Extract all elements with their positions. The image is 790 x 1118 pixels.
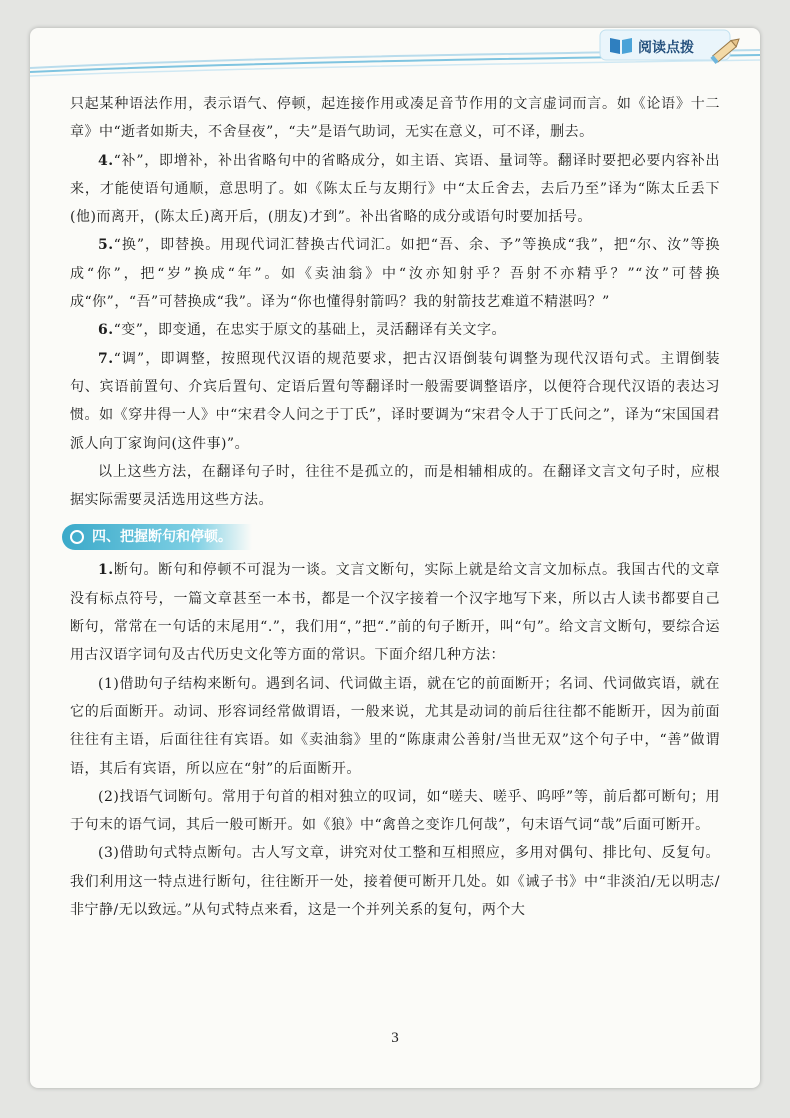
paragraph-5-text: “调”，即调整，按照现代汉语的规范要求，把古汉语倒装句调整为现代汉语句式。主谓倒装句、宾语前置句、介宾后置句、定语后置句等翻译时一般需要调整语序，以便符合现代汉语的表达习惯。如《穿井得一人》中“宋君令人问之于丁氏”，译时要调为“宋君令人于丁氏问之”，译为“宋国国君派人向丁家询问(这件事)”。: [70, 350, 720, 452]
paragraph-2-text: “补”，即增补，补出省略句中的省略成分，如主语、宾语、量词等。翻译时要把必要内容补出来，才能使语句通顺，意思明了。如《陈太丘与友期行》中“太丘舍去，去后乃至”译为“陈太丘丢下(他)而离开，(陈太丘)离开后，(朋友)才到”。补出省略的成分或语句时要加括号。: [70, 152, 720, 226]
paragraph-1: 只起某种语法作用，表示语气、停顿，起连接作用或凑足音节作用的文言虚词而言。如《论语》十二章》中“逝者如斯夫，不舍昼夜”，“夫”是语气助词，无实在意义，可不译，删去。: [70, 96, 720, 141]
text-body: [70, 90, 720, 924]
item-number-7: 7.: [98, 350, 114, 367]
page-number: 3: [391, 1030, 399, 1046]
paragraph-2: [70, 147, 720, 232]
book-icon: [608, 34, 634, 56]
paragraph-7-text: 断句。断句和停顿不可混为一谈。文言文断句，实际上就是给文言文加标点。我国古代的文章没有标点符号，一篇文章甚至一本书，都是一个汉字接着一个汉字地写下来，所以古人读书都要自己断句，常常在一句话的末尾用“.”，我们用“，”把“.”前的句子断开，叫“句”。给文言文断句，要综合运用古汉语字词句及古代历史文化等方面的常识。下面介绍几种方法：: [70, 562, 720, 664]
paragraph-6: 以上这些方法，在翻译句子时，往往不是孤立的，而是相辅相成的。在翻译文言文句子时，应根据实际需要灵活选用这些方法。: [70, 463, 720, 509]
paragraph-4-text: “变”，即变通，在忠实于原文的基础上，灵活翻译有关文字。: [113, 322, 506, 339]
header-title: 阅读点拨: [638, 40, 694, 56]
paragraph-3: [70, 231, 720, 316]
paragraph-9: (2)找语气词断句。常用于句首的相对独立的叹词，如“嗟夫、嗟乎、呜呼”等，前后都可断句；用于句末的语气词，其后一般可断开。如《狼》中“禽兽之变诈几何哉”，句末语气词“哉”后面可断开。: [70, 788, 720, 834]
item-number-5: 5.: [98, 237, 114, 254]
paragraph-10: (3)借助句式特点断句。古人写文章，讲究对仗工整和互相照应，多用对偶句、排比句、反复句。我们利用这一特点进行断句，往往断开一处，接着便可断开几处。如《诫子书》中“非淡泊/无以明志/非宁静/无以致远。”从句式特点来看，这是一个并列关系的复句，两个大: [70, 845, 720, 919]
item-number-6: 6.: [98, 322, 114, 339]
paragraph-7: [70, 556, 720, 669]
section-heading-label: 四、把握断句和停顿。: [92, 529, 232, 546]
page: [30, 28, 760, 1088]
item-number-4: 4.: [98, 152, 114, 169]
item-number-1: 1.: [98, 562, 114, 579]
paragraph-5: [70, 345, 720, 458]
paragraph-4: [70, 316, 720, 344]
section-heading: [62, 524, 252, 550]
paragraph-8: (1)借助句子结构来断句。遇到名词、代词做主语，就在它的前面断开；名词、代词做宾语，就在它的后面断开。动词、形容词经常做谓语，一般来说，尤其是动词的前后往往都不能断开，因为前面往往有主语，后面往往有宾语。如《卖油翁》里的“陈康肃公善射/当世无双”这个句子中，“善”做谓语，其后有宾语，所以应在“射”的后面断开。: [70, 675, 720, 777]
paragraph-3-text: “换”，即替换。用现代词汇替换古代词汇。如把“吾、余、予”等换成“我”，把“尔、汝”等换成“你”，把“岁”换成“年”。如《卖油翁》中“汝亦知射乎？吾射不亦精乎？”“汝”可替换成“你”，“吾”可替换成“我”。译为“你也懂得射箭吗？我的射箭技艺难道不精湛吗？”: [70, 237, 720, 311]
pencil-icon: [706, 30, 746, 70]
circle-icon: [70, 530, 84, 544]
